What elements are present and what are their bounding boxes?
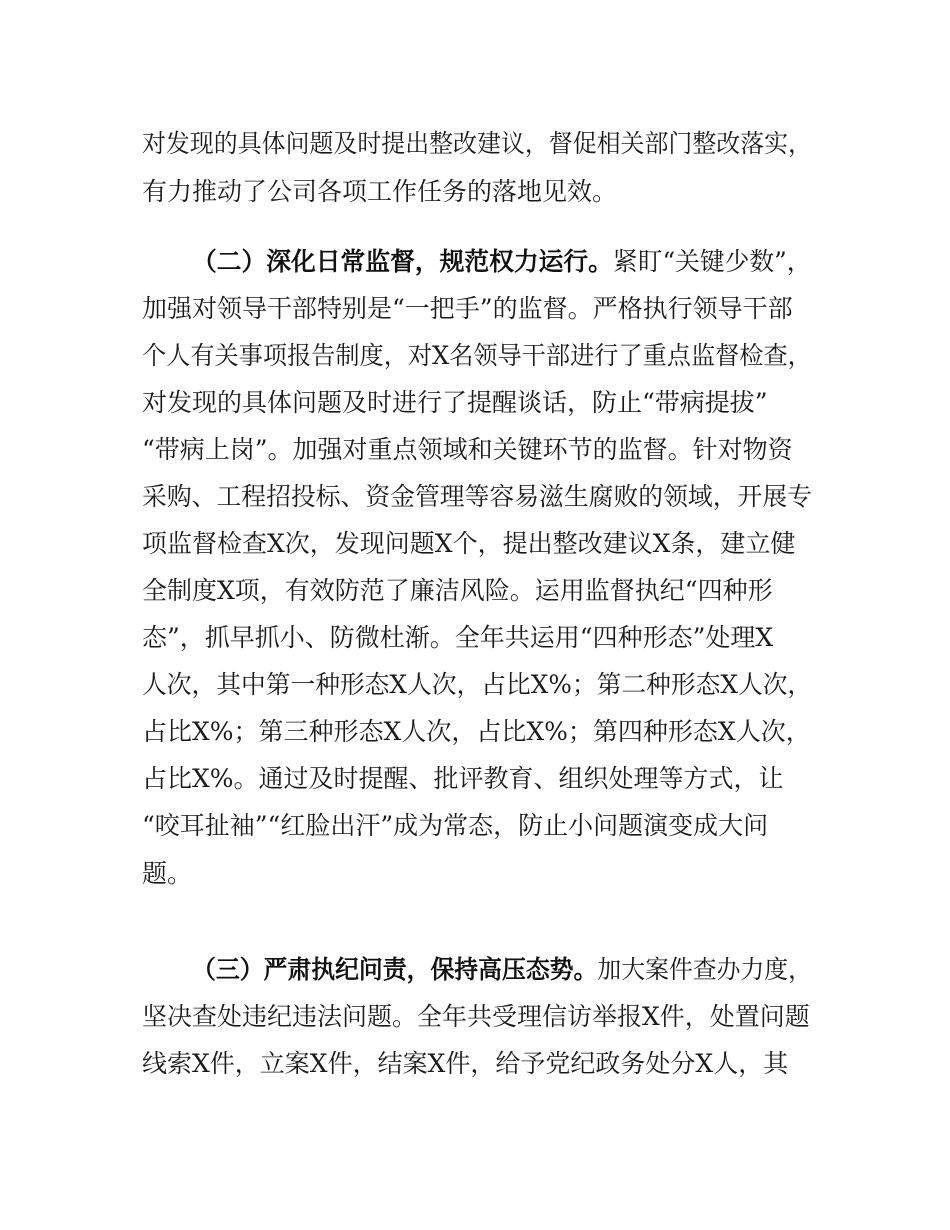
paragraph-3-heading: （三）严肃执纪问责，保持高压态势。 [192, 955, 598, 984]
paragraph-3-line: 坚决查处违纪违法问题。全年共受理信访举报X件，处置问题 [142, 1002, 810, 1031]
paragraph-2-line: 占比X%；第三种形态X人次，占比X%；第四种形态X人次， [142, 717, 811, 746]
paragraph-2-line: “带病上岗”。加强对重点领域和关键环节的监督。针对物资 [142, 435, 793, 464]
paragraph-2-line: 对发现的具体问题及时进行了提醒谈话，防止“带病提拔” [142, 388, 768, 417]
paragraph-3-first-line-text: 加大案件查办力度， [597, 955, 812, 984]
paragraph-2-heading: （二）深化日常监督，规范权力运行。 [192, 247, 613, 276]
paragraph-2-line: 全制度X项，有效防范了廉洁风险。运用监督执纪“四种形 [142, 576, 773, 605]
paragraph-3-first-line [192, 944, 812, 996]
paragraph-2-line: “咬耳扯袖”“红脸出汗”成为常态，防止小问题演变成大问 [142, 811, 769, 840]
paragraph-2-line: 加强对领导干部特别是“一把手”的监督。严格执行领导干部 [142, 294, 793, 323]
paragraph-2-line: 采购、工程招投标、资金管理等容易滋生腐败的领域，开展专 [142, 482, 813, 511]
paragraph-2-line: 个人有关事项报告制度，对X名领导干部进行了重点监督检查， [142, 341, 812, 370]
paragraph-3-line: 线索X件，立案X件，结案X件，给予党纪政务处分X人，其 [142, 1049, 789, 1078]
paragraph-2-first-line [192, 236, 812, 288]
paragraph-1-line-1: 对发现的具体问题及时提出整改建议，督促相关部门整改落实， [142, 129, 812, 158]
paragraph-2-line: 占比X%。通过及时提醒、批评教育、组织处理等方式，让 [142, 764, 784, 793]
paragraph-1-line-2: 有力推动了公司各项工作任务的落地见效。 [142, 177, 618, 206]
paragraph-2-line: 项监督检查X次，发现问题X个，提出整改建议X条，建立健 [142, 529, 796, 558]
paragraph-2-line: 人次，其中第一种形态X人次，占比X%；第二种形态X人次， [142, 670, 813, 699]
paragraph-2-line: 态”，抓早抓小、防微杜渐。全年共运用“四种形态”处理X [142, 623, 774, 652]
paragraph-2-line: 题。 [142, 859, 193, 888]
paragraph-2-first-line-text: 紧盯“关键少数”， [612, 247, 812, 276]
